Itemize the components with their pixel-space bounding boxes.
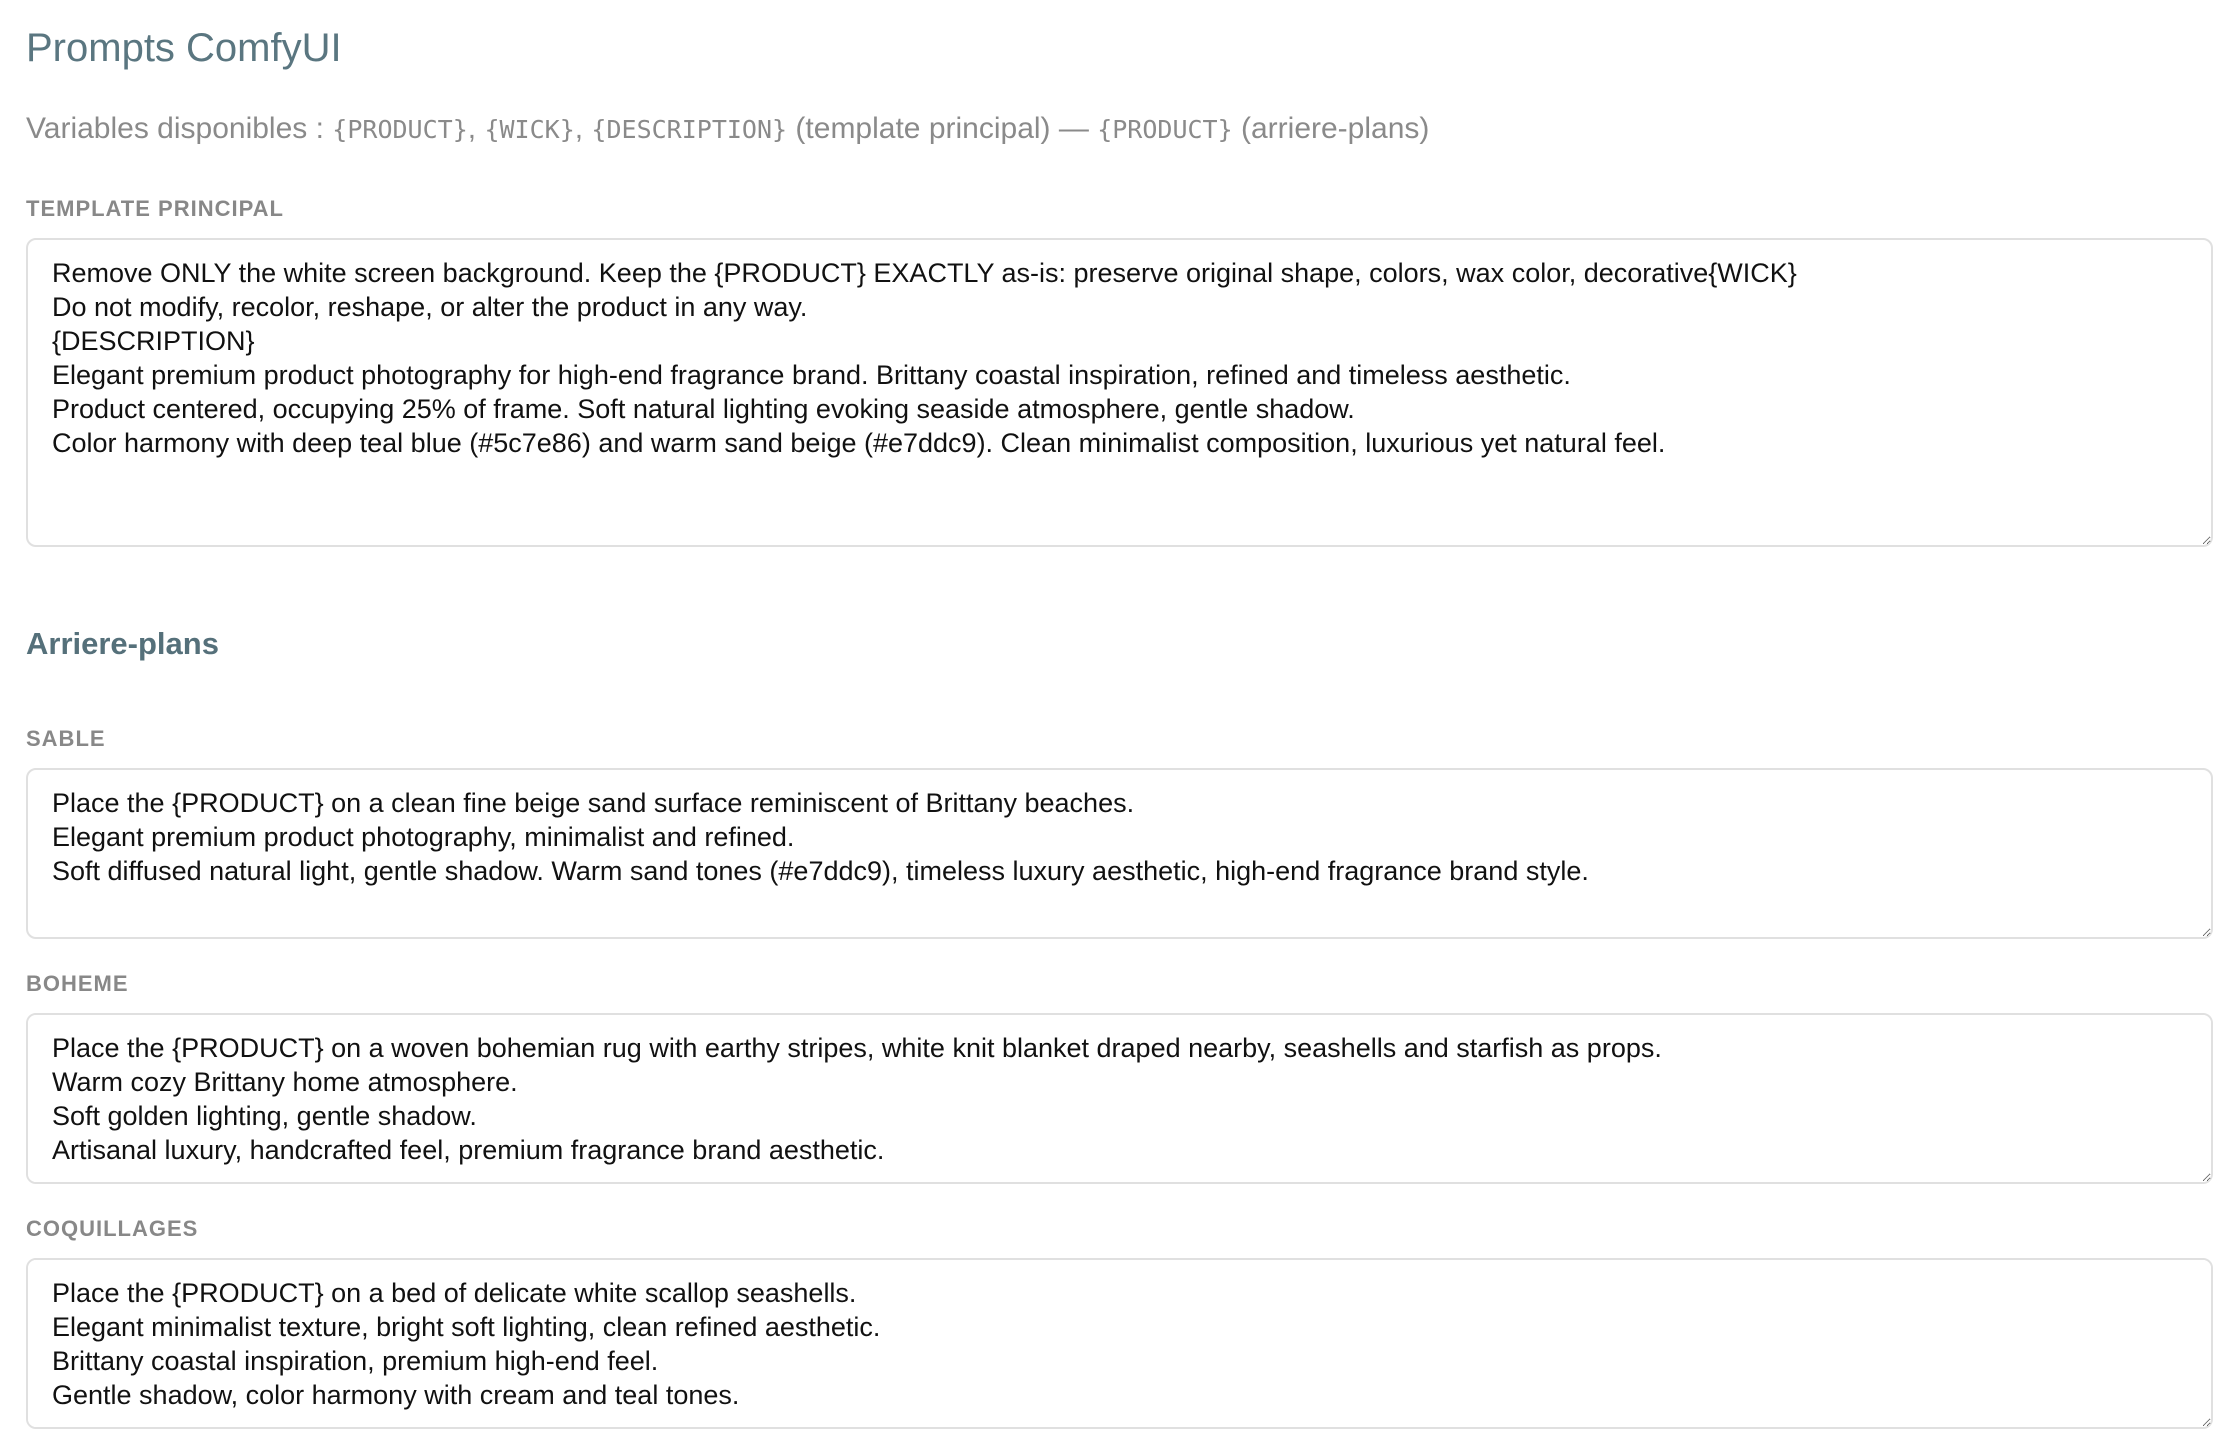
hint-prefix: Variables disponibles :	[26, 112, 333, 145]
boheme-textarea[interactable]	[26, 1013, 2213, 1184]
sable-label: SABLE	[26, 726, 106, 751]
hint-sep: ,	[467, 112, 485, 145]
coquillages-textarea[interactable]	[26, 1258, 2213, 1429]
sable-textarea[interactable]	[26, 768, 2213, 939]
var-product: {PRODUCT}	[1097, 115, 1233, 144]
var-description: {DESCRIPTION}	[591, 115, 788, 144]
hint-sep: ,	[574, 112, 592, 145]
hint-mid: (template principal) —	[787, 112, 1098, 145]
coquillages-label: COQUILLAGES	[26, 1216, 199, 1241]
template-textarea[interactable]	[26, 238, 2213, 547]
boheme-label: BOHEME	[26, 971, 129, 996]
page-title: Prompts ComfyUI	[26, 26, 342, 70]
variables-hint	[26, 112, 1429, 146]
var-wick: {WICK}	[484, 115, 575, 144]
var-product: {PRODUCT}	[332, 115, 468, 144]
hint-suffix: (arriere-plans)	[1232, 112, 1430, 145]
template-label: TEMPLATE PRINCIPAL	[26, 196, 284, 221]
section-title: Arriere-plans	[26, 626, 219, 661]
